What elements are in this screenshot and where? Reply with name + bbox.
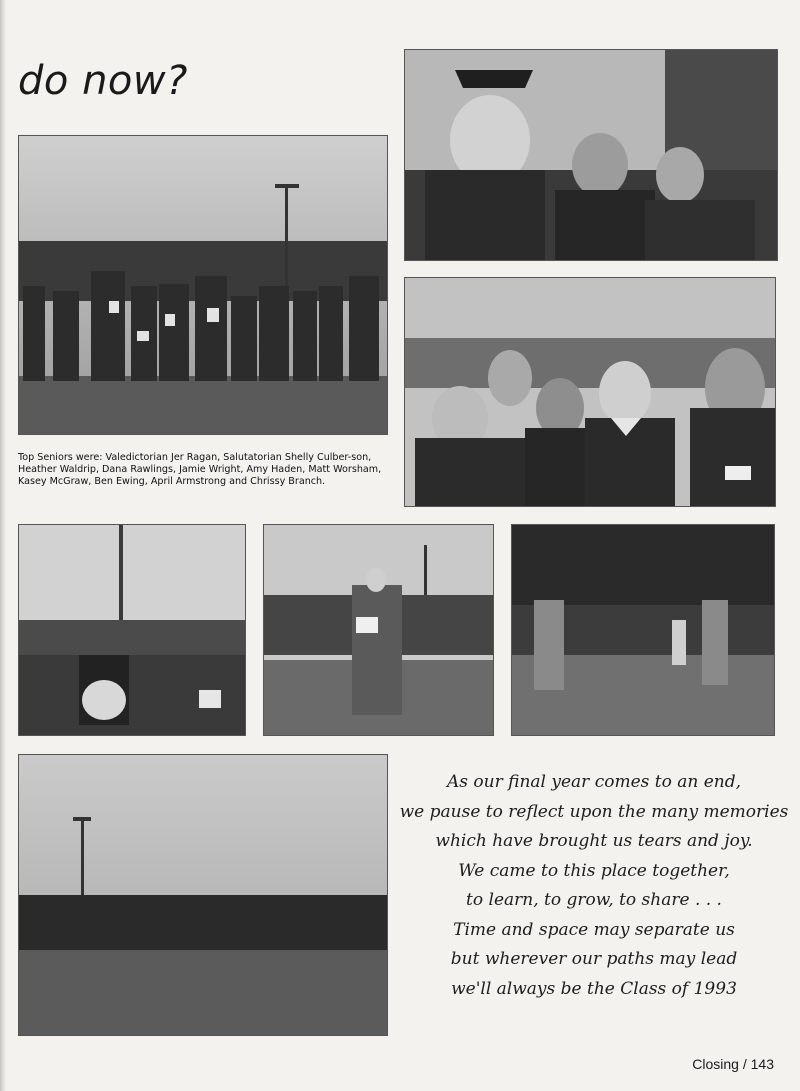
- page-folio: Closing / 143: [692, 1056, 774, 1072]
- top-seniors-caption: Top Seniors were: Valedictorian Jer Ragan, Salutatorian Shelly Culber-son, Heather Waldrip, Dana Rawlings, Jamie Wright, Amy Haden, Matt Worsham, Kasey McGraw, Ben Ewing, April Armstrong and Chrissy Branch.: [18, 452, 382, 487]
- class-poem: [398, 768, 790, 1004]
- poem-line: We came to this place together,: [458, 860, 730, 881]
- poem-line: which have brought us tears and joy.: [435, 831, 753, 851]
- speakers-stage-photo: [18, 524, 246, 736]
- night-procession-photo: [511, 524, 775, 736]
- poem-line: but wherever our paths may lead: [450, 949, 738, 969]
- top-seniors-photo: [18, 135, 388, 435]
- page-binding-edge: [0, 0, 6, 1091]
- diploma-walk-photo: [263, 524, 494, 736]
- poem-line: As our final year comes to an end,: [446, 772, 742, 792]
- poem-line: we'll always be the Class of 1993: [451, 978, 737, 999]
- poem-line: to learn, to grow, to share . . .: [466, 890, 722, 910]
- poem-line: we pause to reflect upon the many memories: [399, 801, 789, 822]
- graduates-caps-photo: [404, 49, 778, 261]
- class-lineup-photo: [18, 754, 388, 1036]
- page-headline: do now?: [18, 58, 188, 104]
- poem-line: Time and space may separate us: [453, 919, 735, 940]
- girls-graduates-photo: [404, 277, 776, 507]
